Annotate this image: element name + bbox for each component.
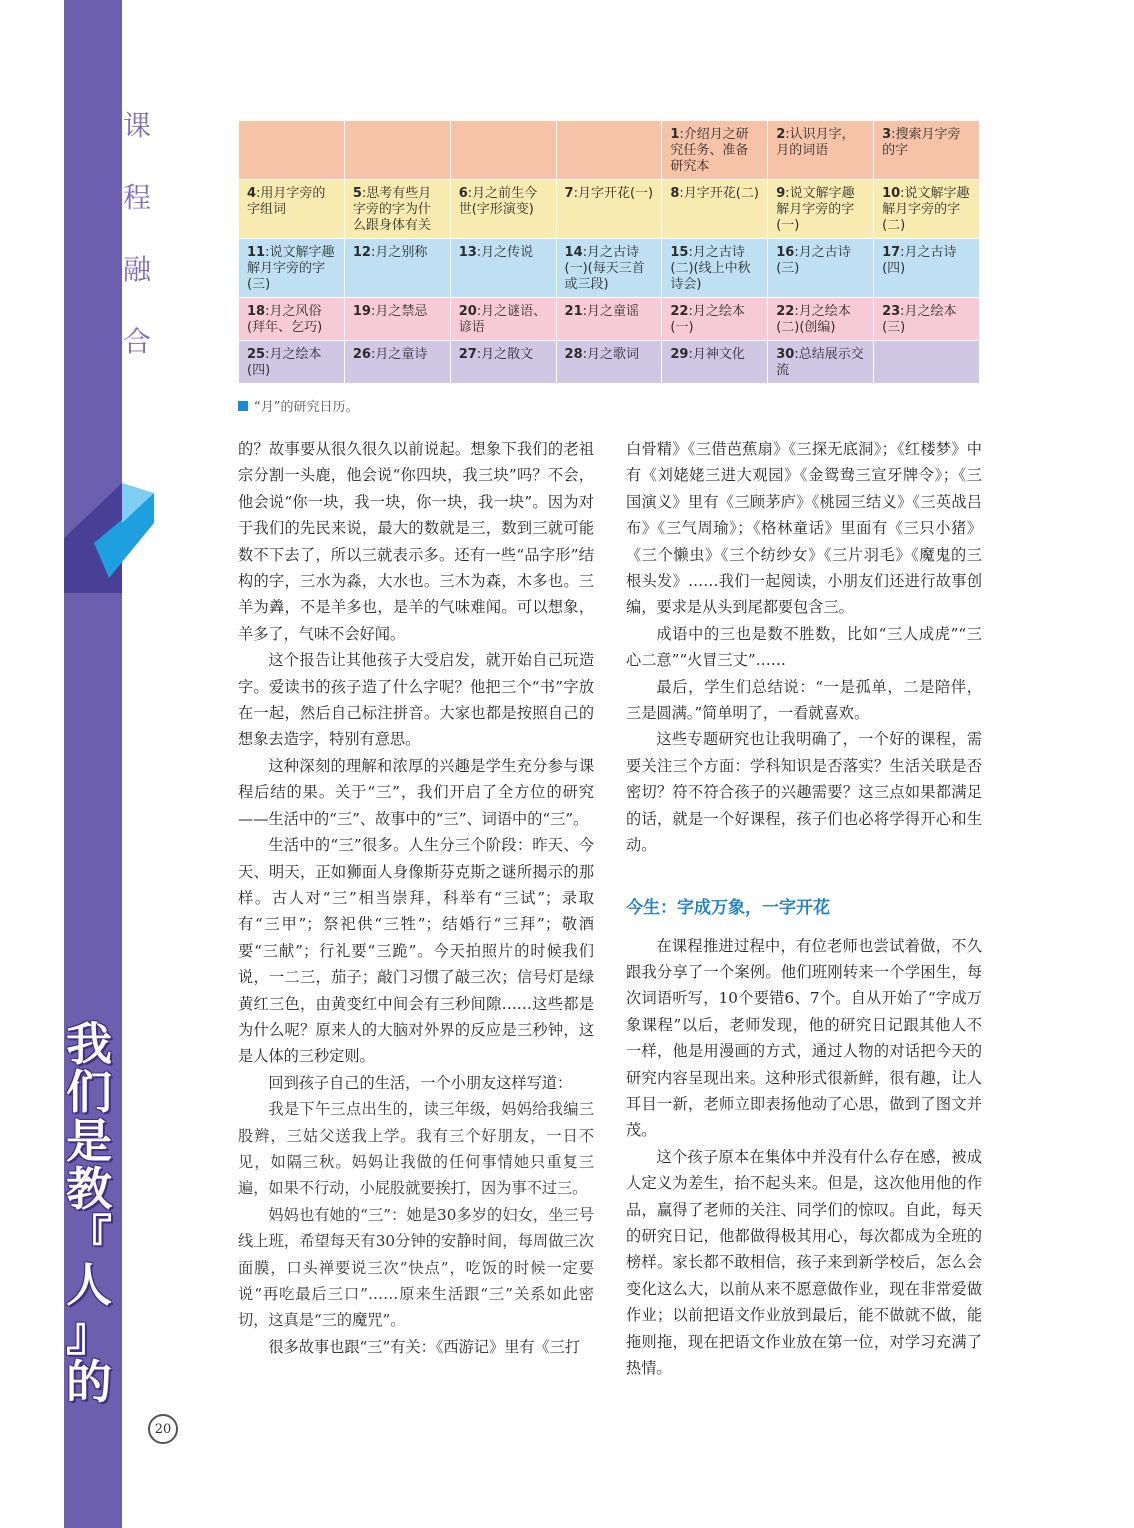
right-column (626, 436, 982, 1381)
calendar-cell (450, 239, 556, 298)
day-topic: :月之古诗(二)(线上中秋诗会) (670, 245, 751, 292)
calendar-cell (239, 121, 345, 180)
body-paragraph: 这些专题研究也让我明确了，一个好的课程，需要关注三个方面：学科知识是否落实？生活关联是否密切？符不符合孩子的兴趣需要？这三点如果都满足的话，就是一个好课程，孩子们也必将学得开心和生动。 (626, 730, 982, 855)
day-number: 13 (458, 245, 477, 260)
day-topic: :月之前生今世(字形演变) (458, 186, 538, 217)
calendar-cell (874, 180, 980, 239)
calendar-cell (556, 298, 662, 341)
calendar-cell (556, 341, 662, 384)
calendar-cell (768, 180, 874, 239)
day-number: 29 (670, 347, 689, 362)
section-char: 融 (122, 253, 151, 286)
day-number: 16 (776, 245, 795, 260)
calendar-cell (768, 239, 874, 298)
day-topic: :用月字旁的字组词 (247, 186, 326, 217)
body-paragraph: 回到孩子自己的生活，一个小朋友这样写道： (268, 1073, 573, 1092)
day-number: 6 (458, 186, 468, 201)
left-column (238, 436, 594, 1360)
calendar-cell (450, 341, 556, 384)
day-number: 15 (670, 245, 689, 260)
day-topic: :说文解字趣解月字旁的字(三) (247, 245, 335, 292)
calendar-row (239, 180, 980, 239)
title-char: 是 (66, 1113, 112, 1168)
day-topic: :月之古诗(三) (776, 245, 851, 276)
body-paragraph: 在课程推进过程中，有位老师也尝试着做，不久跟我分享了一个案例。他们班刚转来一个学困生，每次词语听写，10个要错6、7个。自从开始了“字成万象课程”以后，老师发现，他的研究日记跟其他人不一样，他是用漫画的方式，通过人物的对话把今天的研究内容呈现出来。这种形式很新鲜，很有趣，让人耳目一新，老师立即表扬他动了心思，做到了图文并茂。 (626, 936, 982, 1140)
day-topic: :思考有些月字旁的字为什么跟身体有关 (352, 186, 432, 233)
day-number: 19 (352, 304, 371, 319)
day-topic: :月之童诗 (370, 347, 428, 362)
day-topic: :月之歌词 (582, 347, 640, 362)
section-char: 程 (122, 181, 151, 214)
day-number: 7 (564, 186, 574, 201)
day-number: 9 (776, 186, 786, 201)
day-number: 28 (564, 347, 583, 362)
ribbon-decoration (64, 483, 154, 593)
title-char: 们 (66, 1065, 112, 1120)
calendar-row (239, 121, 980, 180)
calendar-cell (450, 121, 556, 180)
title-char: 我 (66, 1017, 112, 1071)
body-paragraph: 最后，学生们总结说：“一是孤单，二是陪伴，三是圆满。”简单明了，一看就喜欢。 (626, 677, 982, 723)
calendar-cell (556, 239, 662, 298)
day-number: 27 (458, 347, 477, 362)
day-topic: :月之禁忌 (370, 304, 428, 319)
calendar-cell (239, 180, 345, 239)
calendar-cell (662, 298, 768, 341)
day-number: 23 (882, 304, 901, 319)
day-number: 4 (247, 186, 257, 201)
day-topic: :月之绘本(二)(创编) (776, 304, 851, 335)
calendar-row (239, 298, 980, 341)
calendar-row (239, 341, 980, 384)
calendar-cell (874, 239, 980, 298)
day-topic: :搜索月字旁的字 (882, 127, 961, 158)
day-topic: :认识月字，月的词语 (776, 127, 855, 158)
body-paragraph: 成语中的三也是数不胜数，比如“三人成虎”“三心二意”“火冒三丈”…… (626, 624, 982, 670)
calendar-cell (768, 298, 874, 341)
day-topic: :月之风俗(拜年、乞巧) (247, 304, 323, 335)
calendar-row (239, 239, 980, 298)
day-topic: :介绍月之研究任务、准备研究本 (670, 127, 749, 174)
day-number: 17 (882, 245, 901, 260)
body-paragraph: 的？故事要从很久很久以前说起。想象下我们的老祖宗分割一头鹿，他会说“你四块，我三块”吗？不会，他会说“你一块，我一块，你一块，我一块”。因为对于我们的先民来说，最大的数就是三，数到三就可能数不下去了，所以三就表示多。还有一些“品字形”结构的字，三水为淼，大水也。三木为森，木多也。三羊为羴，不是羊多也，是羊的气味难闻。可以想象，羊多了，气味不会好闻。 (238, 440, 594, 643)
day-number: 25 (247, 347, 266, 362)
body-paragraph: 生活中的“三”很多。人生分三个阶段：昨天、今天、明天，正如狮面人身像斯芬克斯之谜所揭示的那样。古人对“三”相当崇拜，科举有“三试”；录取有“三甲”；祭祀供“三牲”；结婚行“三拜”；敬酒要“三献”；行礼要“三跪”。今天拍照片的时候我们说，一二三，茄子；敲门习惯了敲三次；信号灯是绿黄红三色，由黄变红中间会有三秒间隙……这些都是为什么呢？原来人的大脑对外界的反应是三秒钟，这是人体的三秒定则。 (238, 836, 594, 1066)
day-topic: :月之绘本(四) (247, 347, 322, 378)
calendar-cell (450, 298, 556, 341)
body-paragraph: 白骨精》《三借芭蕉扇》《三探无底洞》；《红楼梦》中有《刘姥姥三进大观园》《金鸳鸯三宣牙牌令》；《三国演义》里有《三顾茅庐》《桃园三结义》《三英战吕布》《三气周瑜》；《格林童话》里面有《三只小猪》《三个懒虫》《三个纺纱女》《三片羽毛》《魔鬼的三根头发》……我们一起阅读，小朋友们还进行故事创编，要求是从头到尾都要包含三。 (626, 440, 982, 617)
calendar-cell (662, 341, 768, 384)
calendar-cell (239, 341, 345, 384)
quoted-paragraph: 我是下午三点出生的，读三年级，妈妈给我编三股辫，三姑父送我上学。我有三个好朋友，一日不见，如隔三秋。妈妈让我做的任何事情她只重复三遍，如果不行动，小屁股就要挨打，因为事不过三。 (238, 1100, 594, 1198)
day-number: 20 (458, 304, 477, 319)
day-number: 30 (776, 347, 795, 362)
day-topic: :月之散文 (476, 347, 534, 362)
day-topic: :月之别称 (370, 245, 428, 260)
calendar-cell (344, 239, 450, 298)
calendar-cell (556, 180, 662, 239)
day-number: 1 (670, 127, 680, 142)
day-topic: :月之绘本(三) (882, 304, 957, 335)
calendar-cell (450, 180, 556, 239)
section-subheading: 今生：字成万象，一字开花 (626, 897, 830, 918)
calendar-cell (239, 239, 345, 298)
research-calendar (238, 120, 980, 384)
title-char: 教 (66, 1161, 112, 1216)
calendar-cell (662, 239, 768, 298)
section-char: 合 (122, 325, 151, 358)
body-paragraph: 这个孩子原本在集体中并没有什么存在感，被成人定义为差生，抬不起头来。但是，这次他用他的作品，赢得了老师的关注、同学们的惊叹。自此，每天的研究日记，他都做得极其用心，每次都成为全班的榜样。家长都不敢相信，孩子来到新学校后，怎么会变化这么大，以前从来不愿意做作业，现在非常爱做作业；以前把语文作业放到最后，能不做就不做，能拖则拖，现在把语文作业放在第一位，对学习充满了热情。 (626, 1147, 982, 1377)
calendar-cell (662, 121, 768, 180)
day-number: 18 (247, 304, 266, 319)
day-topic: :月之童谣 (582, 304, 640, 319)
day-number: 21 (564, 304, 583, 319)
day-number: 14 (564, 245, 583, 260)
calendar-cell (344, 180, 450, 239)
day-number: 5 (352, 186, 362, 201)
day-number: 26 (352, 347, 371, 362)
day-number: 11 (247, 245, 266, 260)
calendar-caption (238, 396, 358, 415)
calendar-cell (874, 298, 980, 341)
day-topic: :月之古诗(四) (882, 245, 957, 276)
calendar-cell (556, 121, 662, 180)
calendar-cell (874, 121, 980, 180)
day-number: 22 (670, 304, 689, 319)
day-topic: :月之谜语、谚语 (458, 304, 547, 335)
title-char: 人 (66, 1258, 112, 1313)
day-topic: :总结展示交流 (776, 347, 864, 378)
day-topic: :月字开花(一) (573, 186, 654, 201)
title-char: 』 (66, 1306, 112, 1361)
series-title: ——第三届『新经典』大讲坛演讲录 (127, 1040, 147, 1328)
day-topic: :说文解字趣解月字旁的字(一) (776, 186, 855, 233)
day-number: 2 (776, 127, 786, 142)
column-title (64, 1017, 114, 1410)
body-paragraph: 很多故事也跟“三”有关：《西游记》里有《三打 (268, 1337, 581, 1356)
day-topic: :月之传说 (476, 245, 534, 260)
calendar-cell (768, 341, 874, 384)
day-number: 3 (882, 127, 892, 142)
day-number: 12 (352, 245, 371, 260)
caption-text: “月”的研究日历。 (254, 400, 359, 415)
page-number: 20 (148, 1414, 178, 1444)
calendar-cell (662, 180, 768, 239)
day-topic: :月之古诗(一)(每天三首或三段) (564, 245, 645, 292)
day-topic: :月神文化 (688, 347, 745, 362)
title-char: 的 (66, 1355, 112, 1410)
calendar-cell (239, 298, 345, 341)
quoted-paragraph: 妈妈也有她的“三”：她是30多岁的妇女，坐三号线上班，希望每天有30分钟的安静时间，每周做三次面膜，口头禅要说三次“快点”，吃饭的时候一定要说“再吃最后三口”……原来生活跟“三”关系如此密切，这真是“三的魔咒”。 (238, 1205, 594, 1330)
day-number: 10 (882, 186, 901, 201)
day-topic: :月字开花(二) (679, 186, 759, 201)
day-number: 8 (670, 186, 680, 201)
body-paragraph: 这个报告让其他孩子大受启发，就开始自己玩造字。爱读书的孩子造了什么字呢？他把三个“书”字放在一起，然后自己标注拼音。大家也都是按照自己的想象去造字，特别有意思。 (238, 651, 594, 749)
calendar-cell (344, 121, 450, 180)
section-label (120, 109, 154, 400)
day-topic: :月之绘本(一) (670, 304, 745, 335)
title-char: 『 (66, 1210, 112, 1265)
body-paragraph: 这种深刻的理解和浓厚的兴趣是学生充分参与课程后结的果。关于“三”，我们开启了全方位的研究——生活中的“三”、故事中的“三”、词语中的“三”。 (238, 756, 594, 828)
calendar-cell (874, 341, 980, 384)
section-char: 课 (122, 109, 151, 142)
caption-marker (238, 401, 248, 411)
calendar-cell (344, 298, 450, 341)
calendar-cell (344, 341, 450, 384)
day-topic: :说文解字趣解月字旁的字(二) (882, 186, 970, 233)
day-number: 22 (776, 304, 795, 319)
calendar-cell (768, 121, 874, 180)
